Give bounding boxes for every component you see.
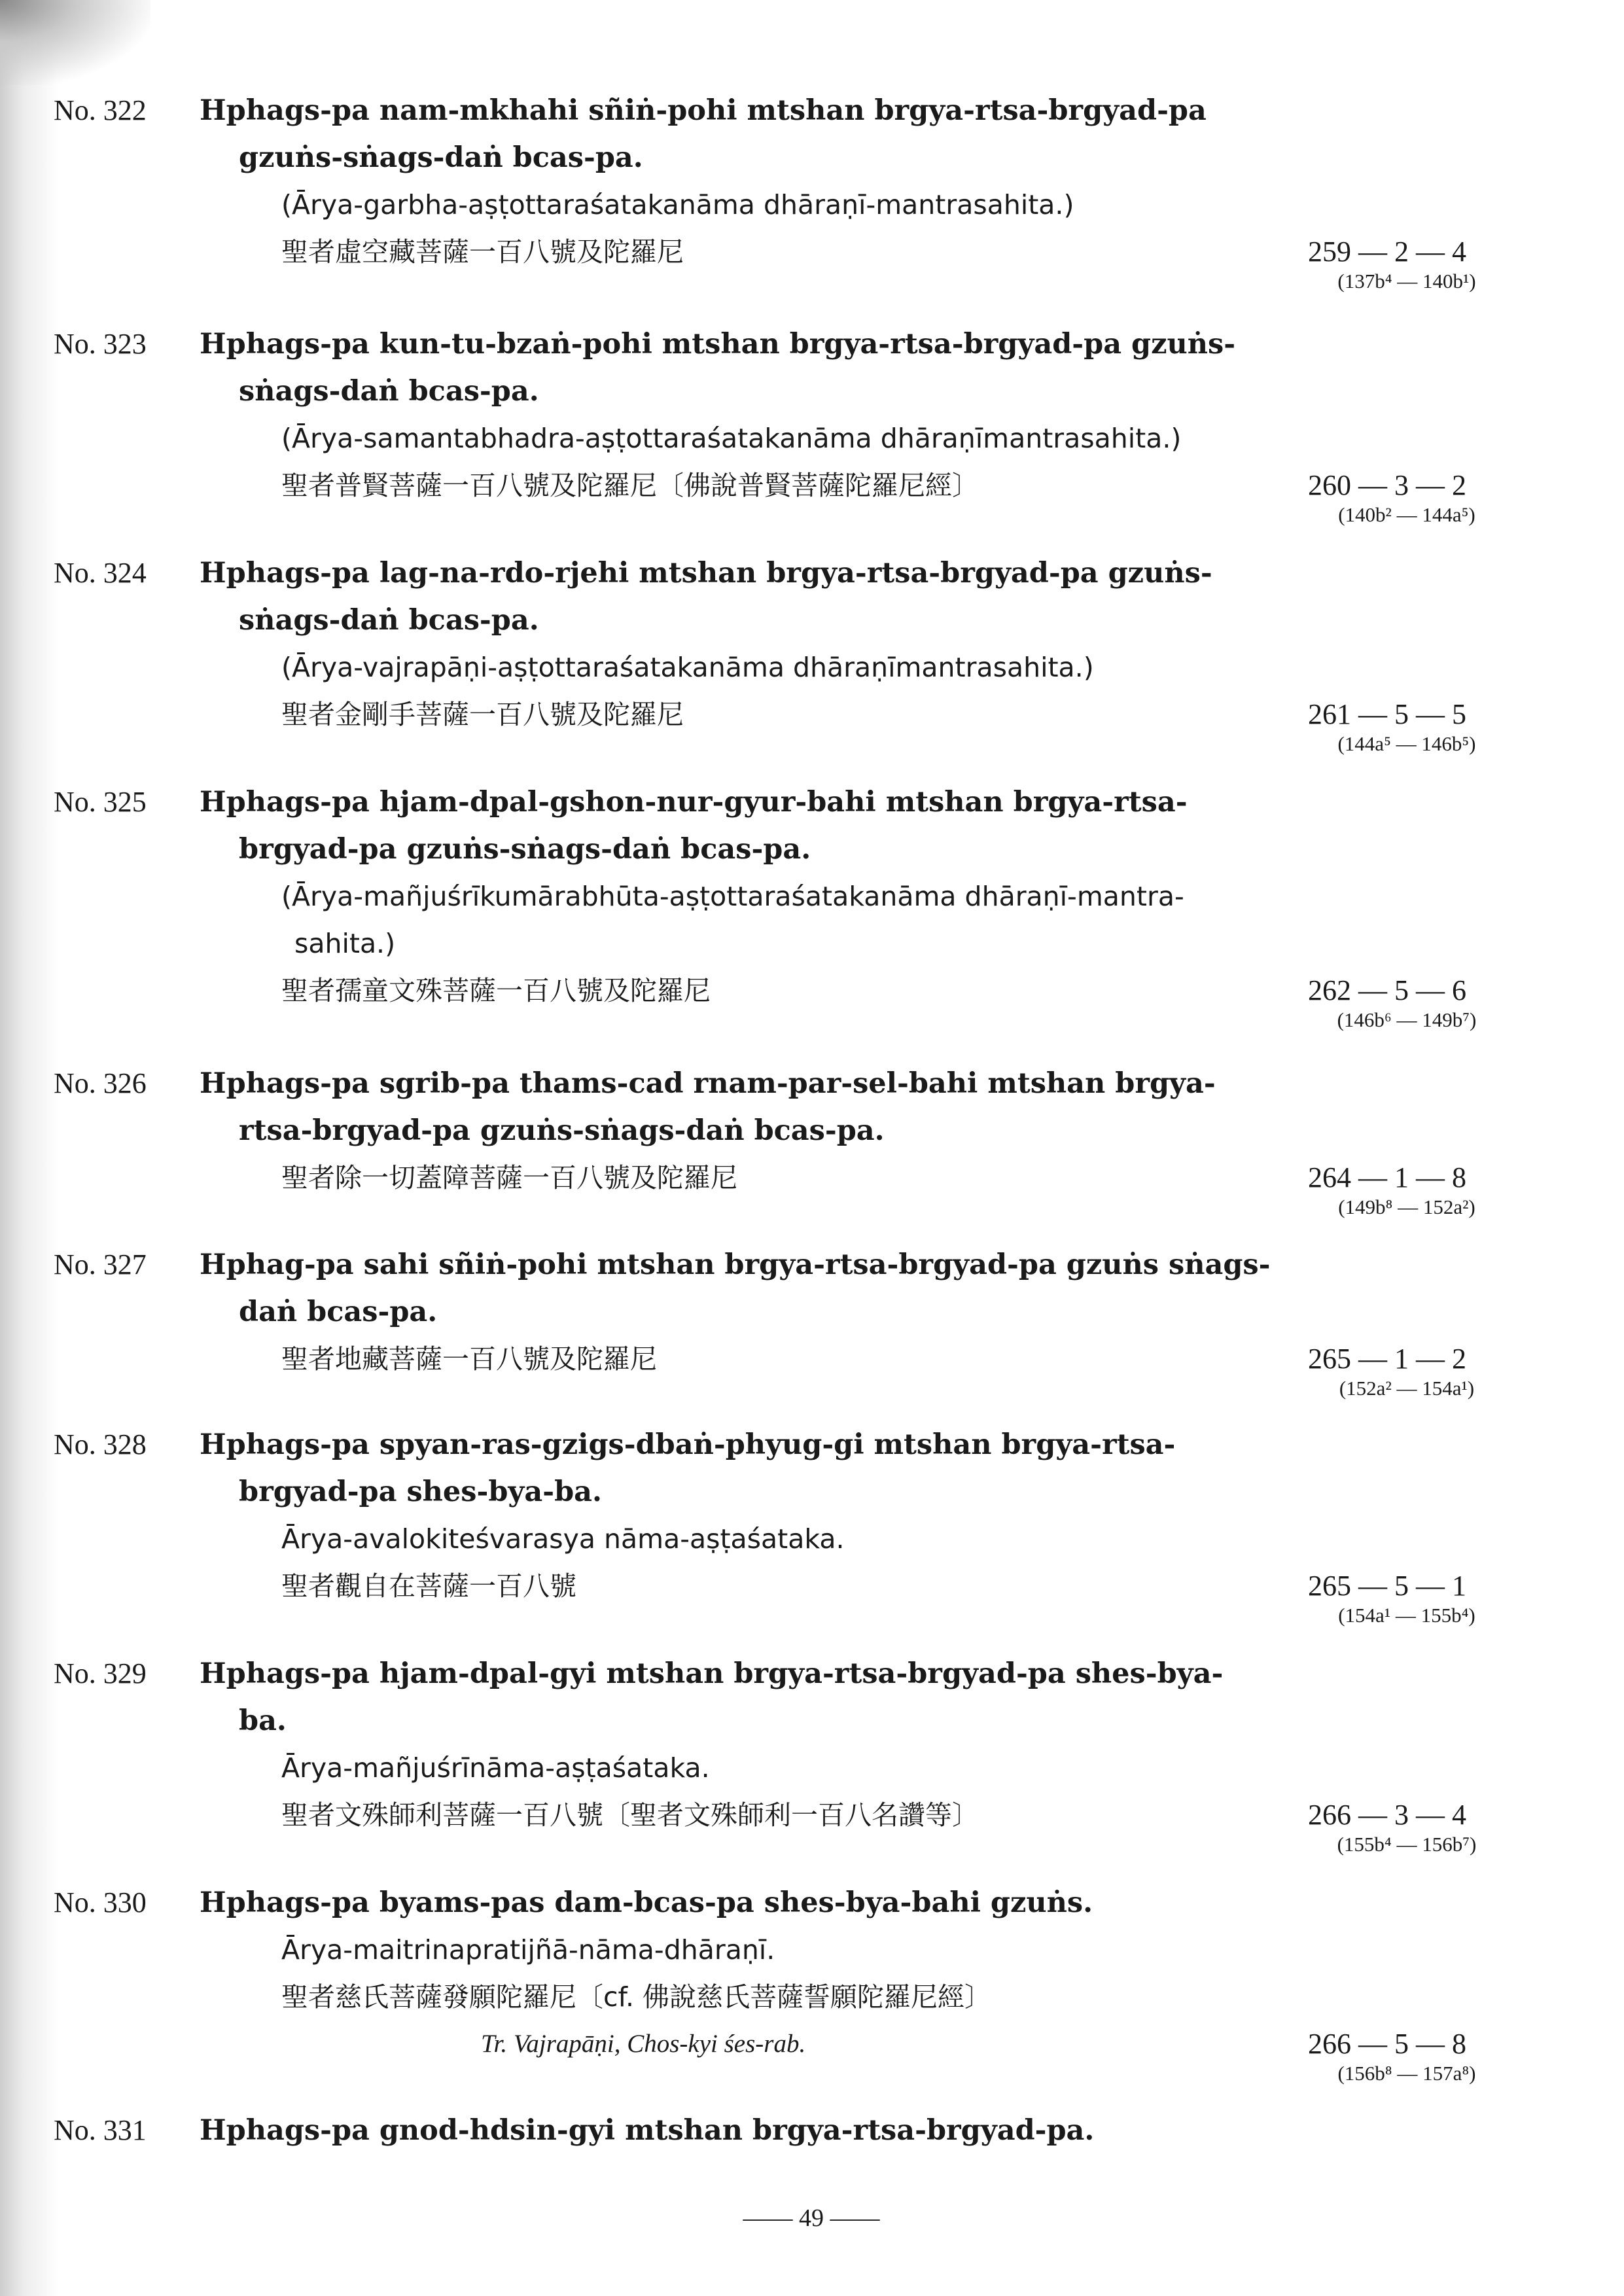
- entry-folio-range: (152a² — 154a¹): [1339, 1377, 1475, 1400]
- entry-chinese-title: 聖者慈氏菩薩發願陀羅尼〔cf. 佛說慈氏菩薩誓願陀羅尼經〕: [281, 1981, 992, 2013]
- entry-folio-range: (149b⁸ — 152a²): [1338, 1195, 1475, 1218]
- entry-sanskrit-title: [281, 644, 1322, 691]
- entry-tibetan-title: [200, 1879, 1305, 1926]
- entry-tibetan-title: [200, 550, 1305, 644]
- entry-sanskrit-title: [281, 1515, 1322, 1563]
- page-number: —— 49 ——: [743, 2204, 880, 2232]
- title-line: brgyad-pa gzuṅs-sṅags-daṅ bcas-pa.: [239, 833, 811, 866]
- entry-folio-range: (156b⁸ — 157a⁸): [1337, 2062, 1476, 2085]
- entry-volume-ref: 265 — 1 — 2: [1308, 1343, 1466, 1375]
- entry-number: No. 322: [54, 94, 147, 126]
- entry-number: No. 327: [54, 1248, 147, 1280]
- title-line: Hphags-pa hjam-dpal-gyi mtshan brgya-rtsa-brgyad-pa shes-bya-: [200, 1657, 1224, 1690]
- title-line: rtsa-brgyad-pa gzuṅs-sṅags-daṅ bcas-pa.: [239, 1114, 885, 1147]
- title-line: gzuṅs-sṅags-daṅ bcas-pa.: [239, 141, 643, 174]
- title-line: daṅ bcas-pa.: [239, 1296, 438, 1328]
- title-line: brgyad-pa shes-bya-ba.: [239, 1475, 602, 1508]
- entry-tibetan-title: [200, 321, 1305, 415]
- entry-tibetan-title: [200, 1241, 1305, 1335]
- title-line: Hphags-pa spyan-ras-gzigs-dbaṅ-phyug-gi mtshan brgya-rtsa-: [200, 1428, 1176, 1461]
- title-line: ba.: [239, 1704, 287, 1737]
- entry-folio-range: (137b⁴ — 140b¹): [1337, 270, 1476, 292]
- entry-number: No. 329: [54, 1657, 147, 1689]
- title-line: Hphag-pa sahi sñiṅ-pohi mtshan brgya-rtsa-brgyad-pa gzuṅs sṅags-: [200, 1248, 1271, 1281]
- entry-number: No. 323: [54, 328, 147, 360]
- entry-number: No. 328: [54, 1428, 147, 1460]
- scan-shadow-left: [0, 0, 59, 2296]
- entry-chinese-title: 聖者文殊師利菩薩一百八號〔聖者文殊師利一百八名讚等〕: [281, 1799, 979, 1831]
- title-line: sṅags-daṅ bcas-pa.: [239, 604, 539, 637]
- entry-volume-ref: 266 — 5 — 8: [1308, 2028, 1466, 2060]
- entry-folio-range: (155b⁴ — 156b⁷): [1337, 1833, 1477, 1856]
- entry-sanskrit-title: [281, 873, 1322, 967]
- entry-folio-range: (146b⁶ — 149b⁷): [1337, 1008, 1477, 1031]
- entry-tibetan-title: [200, 1060, 1305, 1154]
- title-line: Hphags-pa hjam-dpal-gshon-nur-gyur-bahi mtshan brgya-rtsa-: [200, 786, 1188, 819]
- sanskrit-line: (Ārya-mañjuśrīkumārabhūta-aṣṭottaraśatakanāma dhāraṇī-mantra-: [281, 881, 1184, 912]
- title-line: Hphags-pa sgrib-pa thams-cad rnam-par-sel-bahi mtshan brgya-: [200, 1067, 1216, 1100]
- entry-tibetan-title: [200, 779, 1305, 873]
- sanskrit-line: Ārya-avalokiteśvarasya nāma-aṣṭaśataka.: [281, 1523, 845, 1555]
- scan-shadow-corner: [0, 0, 150, 85]
- entry-sanskrit-title: [281, 415, 1322, 462]
- entry-volume-ref: 264 — 1 — 8: [1308, 1161, 1466, 1193]
- entry-folio-range: (144a⁵ — 146b⁵): [1337, 732, 1476, 755]
- sanskrit-line: Ārya-mañjuśrīnāma-aṣṭaśataka.: [281, 1752, 710, 1784]
- entry-volume-ref: 265 — 5 — 1: [1308, 1570, 1466, 1602]
- title-line: Hphags-pa gnod-hdsin-gyi mtshan brgya-rtsa-brgyad-pa.: [200, 2114, 1095, 2147]
- entry-volume-ref: 261 — 5 — 5: [1308, 698, 1466, 730]
- entry-chinese-title: 聖者孺童文殊菩薩一百八號及陀羅尼: [281, 975, 711, 1006]
- entry-number: No. 326: [54, 1067, 147, 1099]
- entry-sanskrit-title: [281, 1926, 1322, 1973]
- entry-sanskrit-title: [281, 181, 1322, 228]
- entry-tibetan-title: [200, 1650, 1305, 1744]
- entry-chinese-title: 聖者地藏菩薩一百八號及陀羅尼: [281, 1343, 657, 1375]
- entry-folio-range: (154a¹ — 155b⁴): [1338, 1604, 1475, 1627]
- entry-tibetan-title: [200, 87, 1305, 181]
- entry-number: No. 331: [54, 2114, 147, 2146]
- title-line: Hphags-pa byams-pas dam-bcas-pa shes-bya-bahi gzuṅs.: [200, 1886, 1093, 1919]
- entry-volume-ref: 260 — 3 — 2: [1308, 469, 1466, 501]
- entry-chinese-title: 聖者觀自在菩薩一百八號: [281, 1570, 576, 1602]
- sanskrit-line: (Ārya-garbha-aṣṭottaraśatakanāma dhāraṇī-mantrasahita.): [281, 189, 1074, 221]
- entry-volume-ref: 266 — 3 — 4: [1308, 1799, 1466, 1831]
- title-line: Hphags-pa nam-mkhahi sñiṅ-pohi mtshan brgya-rtsa-brgyad-pa: [200, 94, 1207, 127]
- entry-sanskrit-title: [281, 1744, 1322, 1792]
- entry-chinese-title: 聖者虛空藏菩薩一百八號及陀羅尼: [281, 236, 684, 268]
- title-line: Hphags-pa kun-tu-bzaṅ-pohi mtshan brgya-rtsa-brgyad-pa gzuṅs-: [200, 328, 1236, 361]
- entry-volume-ref: 262 — 5 — 6: [1308, 974, 1466, 1006]
- sanskrit-line: sahita.): [294, 928, 396, 959]
- entry-chinese-title: 聖者除一切蓋障菩薩一百八號及陀羅尼: [281, 1162, 737, 1193]
- entry-chinese-title: 聖者普賢菩薩一百八號及陀羅尼〔佛說普賢菩薩陀羅尼經〕: [281, 470, 979, 501]
- title-line: Hphags-pa lag-na-rdo-rjehi mtshan brgya-rtsa-brgyad-pa gzuṅs-: [200, 557, 1212, 590]
- entry-translator: Tr. Vajrapāṇi, Chos-kyi śes-rab.: [481, 2030, 806, 2058]
- entry-chinese-title: 聖者金剛手菩薩一百八號及陀羅尼: [281, 699, 684, 730]
- sanskrit-line: (Ārya-samantabhadra-aṣṭottaraśatakanāma dhāraṇīmantrasahita.): [281, 423, 1182, 454]
- sanskrit-line: (Ārya-vajrapāṇi-aṣṭottaraśatakanāma dhāraṇīmantrasahita.): [281, 652, 1094, 683]
- title-line: sṅags-daṅ bcas-pa.: [239, 375, 539, 408]
- sanskrit-line: Ārya-maitrinapratijñā-nāma-dhāraṇī.: [281, 1934, 775, 1966]
- entry-tibetan-title: [200, 1421, 1305, 1515]
- entry-number: No. 330: [54, 1886, 147, 1918]
- entry-tibetan-title: [200, 2107, 1305, 2154]
- entry-number: No. 325: [54, 786, 147, 818]
- entry-volume-ref: 259 — 2 — 4: [1308, 236, 1466, 268]
- entry-number: No. 324: [54, 557, 147, 589]
- entry-folio-range: (140b² — 144a⁵): [1338, 503, 1475, 526]
